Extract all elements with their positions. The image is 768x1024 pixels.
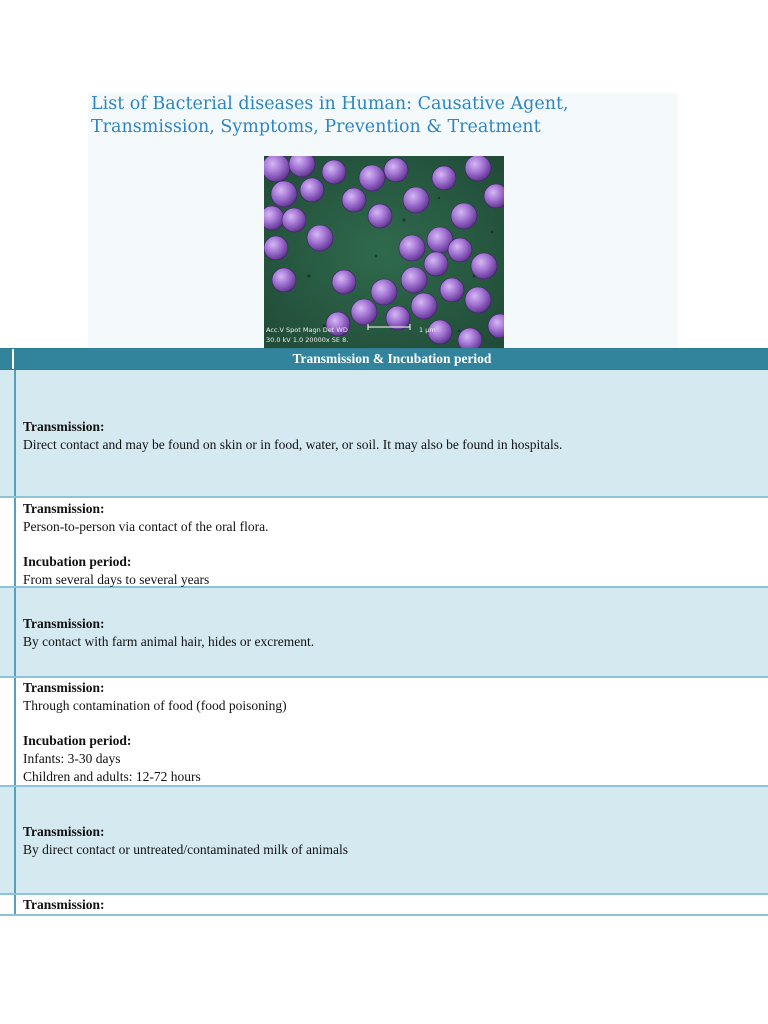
incubation-label: Incubation period: — [23, 733, 132, 748]
page-title: List of Bacterial diseases in Human: Causative Agent, Transmission, Symptoms, Prevention & Treatment — [91, 94, 569, 137]
table-header-row — [0, 348, 768, 370]
incubation-text: From several days to several years — [23, 572, 210, 587]
table-row — [0, 588, 768, 678]
row-content — [23, 418, 762, 454]
row-left-cell — [0, 370, 16, 496]
micrograph-caption-line1: Acc.V Spot Magn Det WD — [266, 326, 348, 334]
row-left-cell — [0, 787, 16, 893]
transmission-label: Transmission: — [23, 501, 105, 516]
transmission-label: Transmission: — [23, 419, 105, 434]
transmission-label: Transmission: — [23, 680, 105, 695]
row-content — [23, 679, 762, 786]
transmission-text: Direct contact and may be found on skin or in food, water, or soil. It may also be found in hospitals. — [23, 437, 563, 452]
table-row — [0, 498, 768, 588]
table-row — [0, 678, 768, 787]
row-left-cell — [0, 678, 16, 785]
transmission-text: By contact with farm animal hair, hides or excrement. — [23, 634, 315, 649]
incubation-label: Incubation period: — [23, 554, 132, 569]
row-left-cell — [0, 895, 16, 914]
row-content — [23, 896, 762, 914]
micrograph-caption-line2: 30.0 kV 1.0 20000x SE 8. — [266, 336, 349, 344]
transmission-text: Through contamination of food (food poisoning) — [23, 698, 287, 713]
table-header-transmission: Transmission & Incubation period — [292, 351, 492, 366]
bacteria-micrograph-image — [264, 156, 504, 348]
disease-table — [0, 348, 768, 916]
row-content — [23, 823, 762, 859]
transmission-label: Transmission: — [23, 897, 105, 912]
micrograph-scale-label: 1 µm — [419, 326, 436, 334]
incubation-text: Children and adults: 12-72 hours — [23, 769, 201, 784]
table-row — [0, 787, 768, 895]
transmission-label: Transmission: — [23, 616, 105, 631]
row-left-cell — [0, 588, 16, 676]
row-content — [23, 615, 762, 651]
table-row — [0, 370, 768, 498]
incubation-text: Infants: 3-30 days — [23, 751, 121, 766]
transmission-label: Transmission: — [23, 824, 105, 839]
row-content — [23, 500, 762, 589]
row-left-cell — [0, 498, 16, 586]
transmission-text: By direct contact or untreated/contaminated milk of animals — [23, 842, 349, 857]
transmission-text: Person-to-person via contact of the oral flora. — [23, 519, 269, 534]
table-header-left-cell — [0, 349, 14, 369]
table-row — [0, 895, 768, 916]
